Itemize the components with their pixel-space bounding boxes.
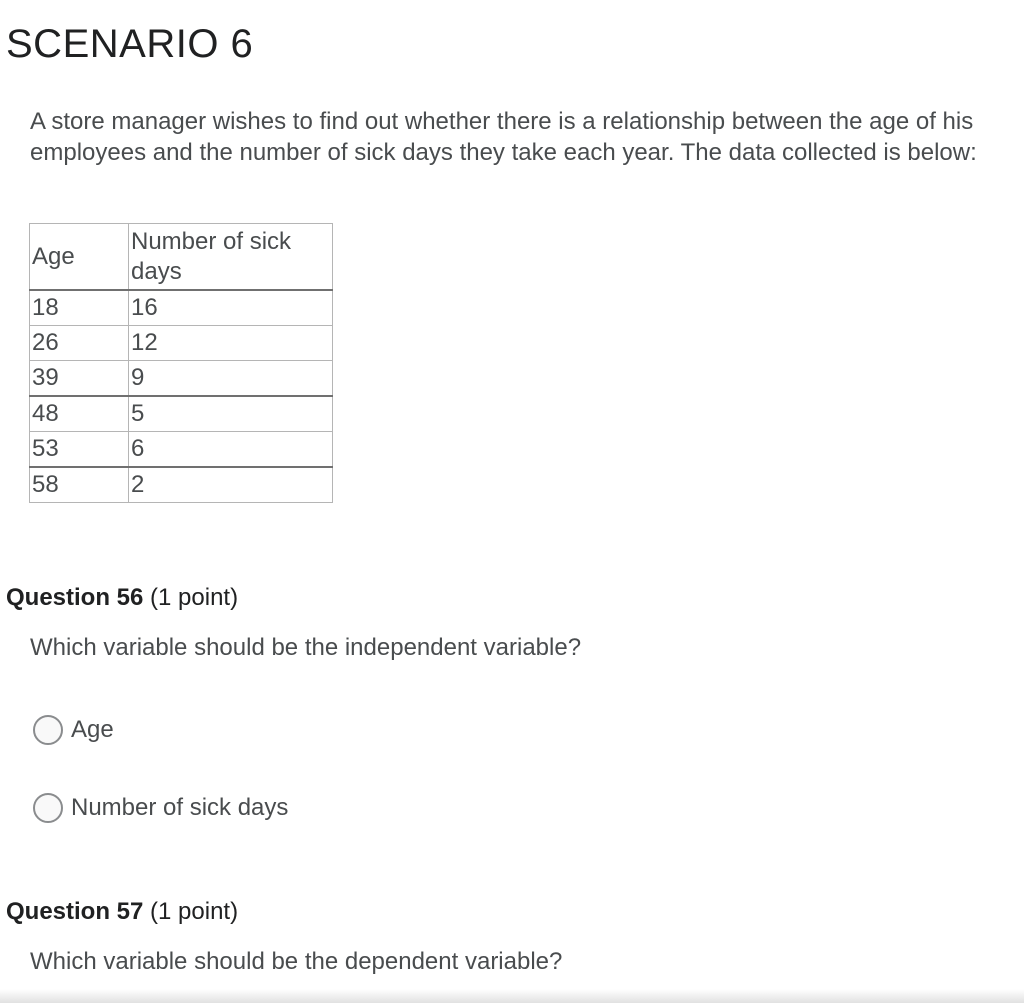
table-cell-age: 18: [30, 290, 129, 326]
table-cell-age: 26: [30, 326, 129, 361]
question-56-text: Which variable should be the independent variable?: [30, 634, 582, 661]
radio-unselected-icon[interactable]: [33, 715, 63, 745]
radio-unselected-icon[interactable]: [33, 793, 63, 823]
question-number: Question 56: [6, 584, 144, 611]
table-row: [30, 290, 333, 326]
question-57-heading: [6, 898, 238, 926]
table-row: [30, 396, 333, 432]
table-cell-age: 48: [30, 396, 129, 432]
table-cell-sick-days: 2: [129, 467, 333, 503]
column-header-age: Age: [30, 224, 129, 291]
table-cell-sick-days: 9: [129, 361, 333, 397]
question-56-heading: [6, 584, 238, 612]
option-number-of-sick-days[interactable]: [33, 793, 288, 823]
table-header-row: [30, 224, 333, 291]
column-header-sick-days: Number of sick days: [129, 224, 333, 291]
table-row: [30, 326, 333, 361]
table-cell-sick-days: 6: [129, 432, 333, 468]
question-number: Question 57: [6, 898, 144, 925]
table-cell-sick-days: 16: [129, 290, 333, 326]
table-row: [30, 361, 333, 397]
option-label: Age: [71, 716, 114, 743]
table-cell-age: 53: [30, 432, 129, 468]
table-cell-sick-days: 12: [129, 326, 333, 361]
table-cell-age: 58: [30, 467, 129, 503]
scenario-description: A store manager wishes to find out whether there is a relationship between the age of his employees and the number of sick days they take each year. The data collected is below:: [30, 108, 977, 166]
table-row: [30, 432, 333, 468]
table-cell-sick-days: 5: [129, 396, 333, 432]
data-table: [29, 223, 333, 503]
table-row: [30, 467, 333, 503]
option-label: Number of sick days: [71, 794, 289, 821]
option-age[interactable]: [33, 715, 114, 745]
question-57-text: Which variable should be the dependent variable?: [30, 948, 563, 975]
bottom-fade: [0, 989, 1024, 1003]
question-points: (1 point): [150, 584, 239, 611]
table-cell-age: 39: [30, 361, 129, 397]
scenario-title: SCENARIO 6: [6, 22, 254, 66]
question-points: (1 point): [150, 898, 239, 925]
